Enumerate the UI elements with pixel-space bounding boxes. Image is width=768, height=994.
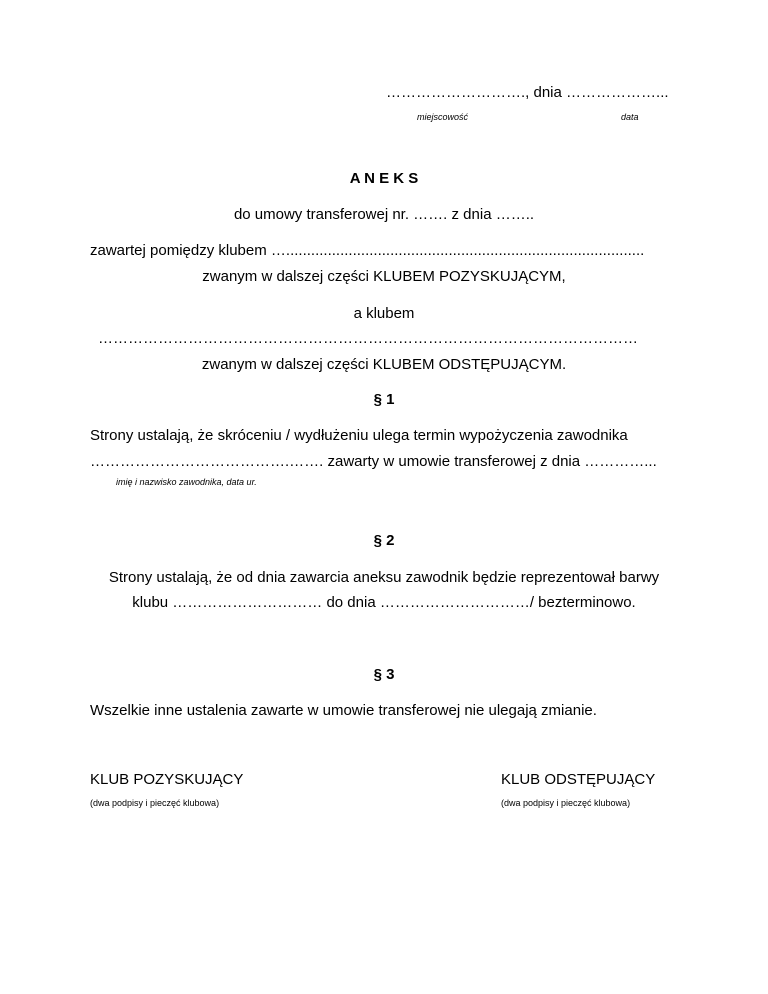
section3-heading: § 3 bbox=[373, 666, 395, 683]
place-label: miejscowość bbox=[417, 112, 469, 122]
between-line: zawartej pomiędzy klubem …...................................................................................... bbox=[90, 242, 645, 259]
section2-line1: Strony ustalają, że od dnia zawarcia aneksu zawodnik będzie reprezentował barwy bbox=[108, 569, 660, 586]
signature-left-title: KLUB POZYSKUJĄCY bbox=[90, 771, 244, 788]
section1-heading: § 1 bbox=[373, 391, 395, 408]
signature-right-title: KLUB ODSTĘPUJĄCY bbox=[501, 771, 656, 788]
and-club: a klubem bbox=[353, 305, 415, 322]
signature-left-note: (dwa podpisy i pieczęć klubowa) bbox=[90, 798, 220, 808]
section2-line2: klubu ………………………… do dnia …………………………/ bezterminowo. bbox=[132, 594, 636, 611]
releasing-club-desc: zwanym w dalszej części KLUBEM ODSTĘPUJĄCYM. bbox=[201, 356, 567, 373]
section1-note: imię i nazwisko zawodnika, data ur. bbox=[116, 477, 257, 487]
document-subtitle: do umowy transferowej nr. ……. z dnia …….. bbox=[233, 206, 535, 223]
section3-line1: Wszelkie inne ustalenia zawarte w umowie transferowej nie ulegają zmianie. bbox=[90, 702, 597, 719]
date-label: data bbox=[621, 112, 639, 122]
signature-right-note: (dwa podpisy i pieczęć klubowa) bbox=[501, 798, 631, 808]
place-date-line: ………………………., dnia ………………... bbox=[386, 84, 669, 101]
section1-line1: Strony ustalają, że skróceniu / wydłużeniu ulega termin wypożyczenia zawodnika bbox=[90, 427, 628, 444]
section1-line2: ………………………………….……. zawarty w umowie transferowej z dnia …………... bbox=[90, 453, 657, 470]
acquiring-club-desc: zwanym w dalszej części KLUBEM POZYSKUJĄCYM, bbox=[202, 268, 566, 285]
document-title: A N E K S bbox=[349, 170, 419, 187]
club-dotted-line: ……………………………………………………………………………………………… bbox=[98, 330, 638, 347]
section2-heading: § 2 bbox=[373, 532, 395, 549]
